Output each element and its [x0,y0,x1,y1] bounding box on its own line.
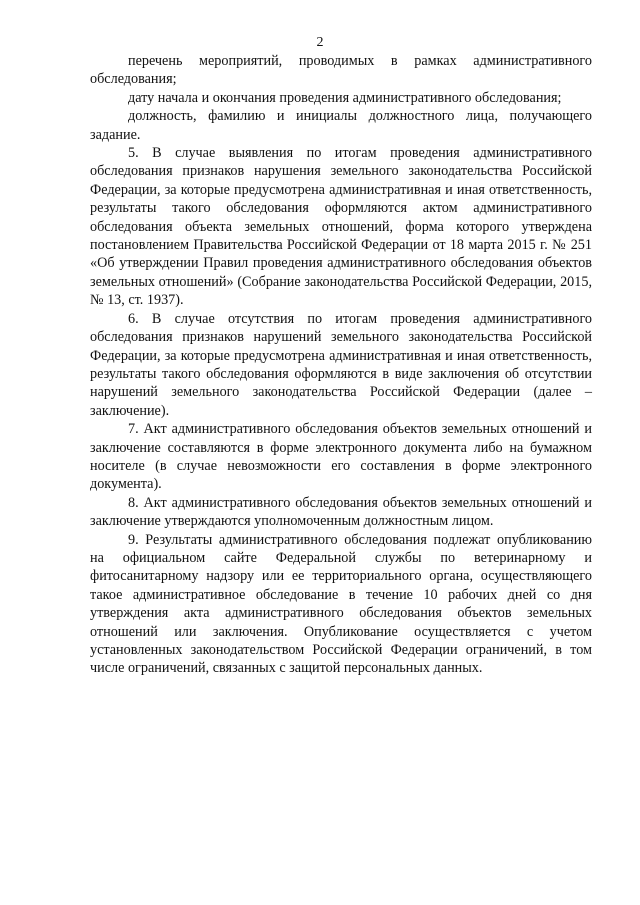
paragraph-item-6: 6. В случае отсутствия по итогам проведения административного обследования признаков нарушений земельного законодательства Российской Федерации, за которые предусмотрена административная и иная ответственность, результаты такого обследования оформляются в виде заключения об отсутствии нарушений земельного законодательства Российской Федерации (далее – заключение). [90,310,592,419]
page-number: 2 [316,35,324,50]
paragraph-item-7: 7. Акт административного обследования объектов земельных отношений и заключение составляются в форме электронного документа либо на бумажном носителе (в случае невозможности его составления в форме электронного документа). [90,421,592,493]
paragraph-item-5: 5. В случае выявления по итогам проведения административного обследования признаков нарушения земельного законодательства Российской Федерации, за которые предусмотрена административная и иная ответственность, результаты такого обследования оформляются актом административного обследования объекта земельных отношений, форма которого утверждена постановлением Правительства Российской Федерации от 18 марта 2015 г. № 251 «Об утверждении Правил проведения административного обследования объектов земельных отношений» (Собрание законодательства Российской Федерации, 2015, № 13, ст. 1937). [90,145,592,309]
list-item-official: должность, фамилию и инициалы должностного лица, получающего задание. [90,108,592,143]
list-item-activities: перечень мероприятий, проводимых в рамках административного обследования; [90,53,592,88]
document-body [90,52,592,678]
list-item-dates: дату начала и окончания проведения административного обследования; [128,89,562,106]
paragraph-item-8: 8. Акт административного обследования объектов земельных отношений и заключение утверждаются уполномоченным должностным лицом. [90,494,592,530]
paragraph-item-9: 9. Результаты административного обследования подлежат опубликованию на официальном сайте Федеральной службы по ветеринарному и фитосанитарному надзору или ее территориального органа, осуществляющего такое административное обследование в течение 10 рабочих дней со дня утверждения акта административного обследования объектов земельных отношений или заключения. Опубликование осуществляется с учетом установленных законодательством Российской Федерации ограничений, в том числе ограничений, связанных с защитой персональных данных. [90,531,592,677]
